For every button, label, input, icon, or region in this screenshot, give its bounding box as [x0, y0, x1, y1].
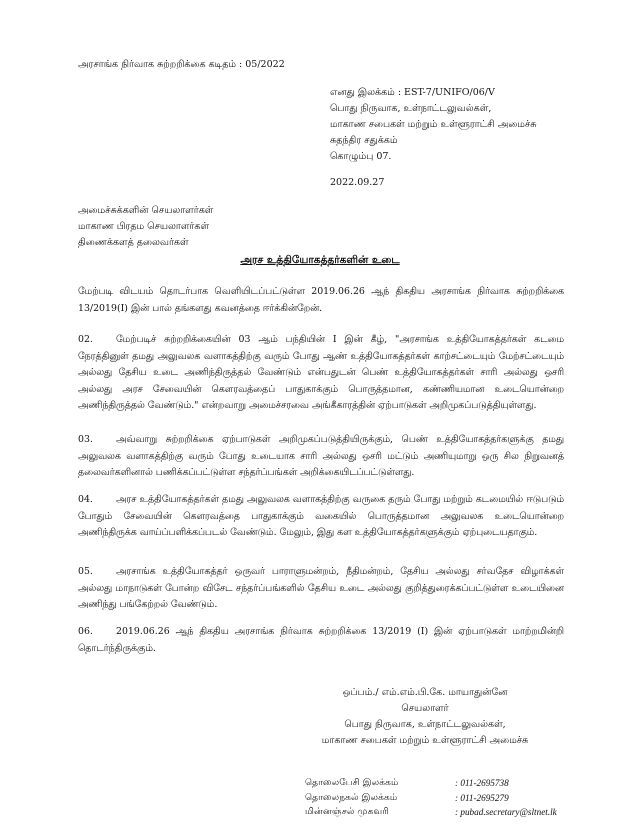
- contact-block: [305, 776, 557, 820]
- paragraph-text: மேற்படிச் சுற்றறிக்கையின் 03 ஆம் பந்தியின் I இன் கீழ், "அரசாங்க உத்தியோகத்தர்கள் கடமை நேரத்தினுள் தமது அலுவலக வளாகத்திற்கு வரும் போது ஆண் உத்தியோகத்தர்கள் காற்சட்டையும் மேற்சட்டையும் அல்லது தேசிய உடை அணிந்திருத்தல் வேண்டும் என்பதுடன் பெண் உத்தியோகத்தர்கள் சாரி அல்லது ஒசரி அல்லது அரச சேவையின் கௌரவத்தைப் பாதுகாக்கும் பொருத்தமான, கண்ணியமான உடையொன்றை அணிந்திருத்தல் வேண்டும்." என்றவாறு அமைச்சரவை அங்கீகாரத்தின் ஏற்பாடுகள் அறிமுகப்படுத்தியுள்ளது.: [78, 334, 564, 411]
- address-line-2: கொழும்பு 07.: [330, 151, 392, 162]
- paragraph-04: [78, 492, 564, 542]
- signature-role: செயலாளர்: [401, 703, 449, 714]
- document-title: அரச உத்தியோகத்தர்களின் உடை: [240, 254, 400, 266]
- recipient-chief-secretaries: மாகாண பிரதம செயலாளர்கள்: [78, 221, 210, 232]
- signature-signed: ஒப்பம்./ எம்.எம்.பி.கே. மாயாதுன்னே: [342, 687, 508, 698]
- paragraph-number: 02.: [78, 334, 93, 345]
- paragraph-05: [78, 564, 564, 614]
- paragraph-03: [78, 432, 564, 482]
- email-label: மின்னஞ்சல் முகவரி: [305, 806, 389, 817]
- phone-label: தொலைபேசி இலக்கம்: [305, 777, 399, 788]
- my-reference-number: எனது இலக்கம் : EST-7/UNIFO/06/V: [330, 87, 495, 98]
- paragraph-text: அரசாங்க உத்தியோகத்தர் ஒருவர் பாராளுமன்றம், நீதிமன்றம், தேசிய அல்லது சர்வதேச விழாக்கள் அல்லது மாநாடுகள் போன்ற விசேட சந்தர்ப்பங்களில் தேசிய உடை அல்லது குறித்துரைக்கப்பட்டுள்ள உடையினை அணிந்து பங்கேற்றல் வேண்டும்.: [78, 566, 564, 610]
- signature-ministry-1: பொது நிருவாக, உள்நாட்டலுவல்கள்,: [344, 719, 506, 730]
- address-line-1: சுதந்திர சதுக்கம்: [330, 135, 398, 146]
- fax-value: : 011-2695279: [455, 792, 509, 803]
- paragraph-text: அரச உத்தியோகத்தர்கள் தமது அலுவலக வளாகத்திற்கு வருகை தரும் போது மற்றும் கடமையில் ஈடுபடும் போதும் சேவையின் கௌரவத்தை பாதுகாக்கும் வகையில் பொருத்தமான அலுவலக உடையொன்றை அணிந்திருக்க வாய்ப்பளிக்கப்படல் வேண்டும். மேலும், இது கள உத்தியோகத்தர்களுக்கும் ஏற்புடையதாகும்.: [78, 494, 564, 538]
- phone-row: [305, 776, 557, 791]
- circular-reference: அரசாங்க நிர்வாக சுற்றறிக்கை கடிதம் : 05/2022: [78, 59, 285, 70]
- fax-row: [305, 791, 557, 806]
- recipient-secretaries: அமைச்சுக்களின் செயலாளர்கள்: [78, 205, 214, 216]
- ministry-line-1: பொது நிருவாக, உள்நாட்டலுவல்கள்,: [330, 103, 492, 114]
- email-row: [305, 805, 557, 820]
- email-value: : pubad.secretary@sltnet.lk: [455, 807, 557, 817]
- paragraph-06: [78, 624, 564, 657]
- paragraph-number: 05.: [78, 566, 93, 577]
- paragraph-02: [78, 332, 564, 415]
- ministry-line-2: மாகாண சபைகள் மற்றும் உள்ளூராட்சி அமைச்சு: [330, 119, 537, 130]
- fax-label: தொலைநகல் இலக்கம்: [305, 791, 398, 803]
- letter-date: 2022.09.27: [330, 177, 385, 188]
- paragraph-number: 04.: [78, 494, 93, 505]
- phone-value: : 011-2695738: [455, 778, 509, 788]
- signature-ministry-2: மாகாண சபைகள் மற்றும் உள்ளூராட்சி அமைச்சு: [321, 735, 529, 746]
- paragraph-number: 03.: [78, 434, 93, 445]
- paragraph-text: 2019.06.26 ஆந் திகதிய அரசாங்க நிர்வாக சுற்றறிக்கை 13/2019 (I) இன் ஏற்பாடுகள் மாற்றமின்றி தொடர்ந்திருக்கும்.: [78, 626, 564, 654]
- intro-paragraph: மேற்படி விடயம் தொடர்பாக வெளியிடப்பட்டுள்ள 2019.06.26 ஆந் திகதிய அரசாங்க நிர்வாக சுற்றறிக்கை 13/2019(I) இன் பால் தங்களது கவனத்தை ஈர்க்கின்றேன்.: [78, 286, 564, 314]
- paragraph-number: 06.: [78, 626, 93, 637]
- recipient-department-heads: திணைக்களத் தலைவர்கள்: [78, 237, 189, 248]
- paragraph-text: அவ்வாறு சுற்றறிக்கை ஏற்பாடுகள் அறிமுகப்படுத்தியிருக்கும், பெண் உத்தியோகத்தர்களுக்கு தமது அலுவலக வளாகத்திற்கு வரும் போது உடையாக சாரி அல்லது ஒசரி மட்டும் அணியுமாறு ஒரு சில நிறுவனத் தலைவர்களினால் பணிக்கப்பட்டுள்ள சந்தர்ப்பங்கள் அறிக்கையிடப்பட்டுள்ளது.: [78, 434, 564, 478]
